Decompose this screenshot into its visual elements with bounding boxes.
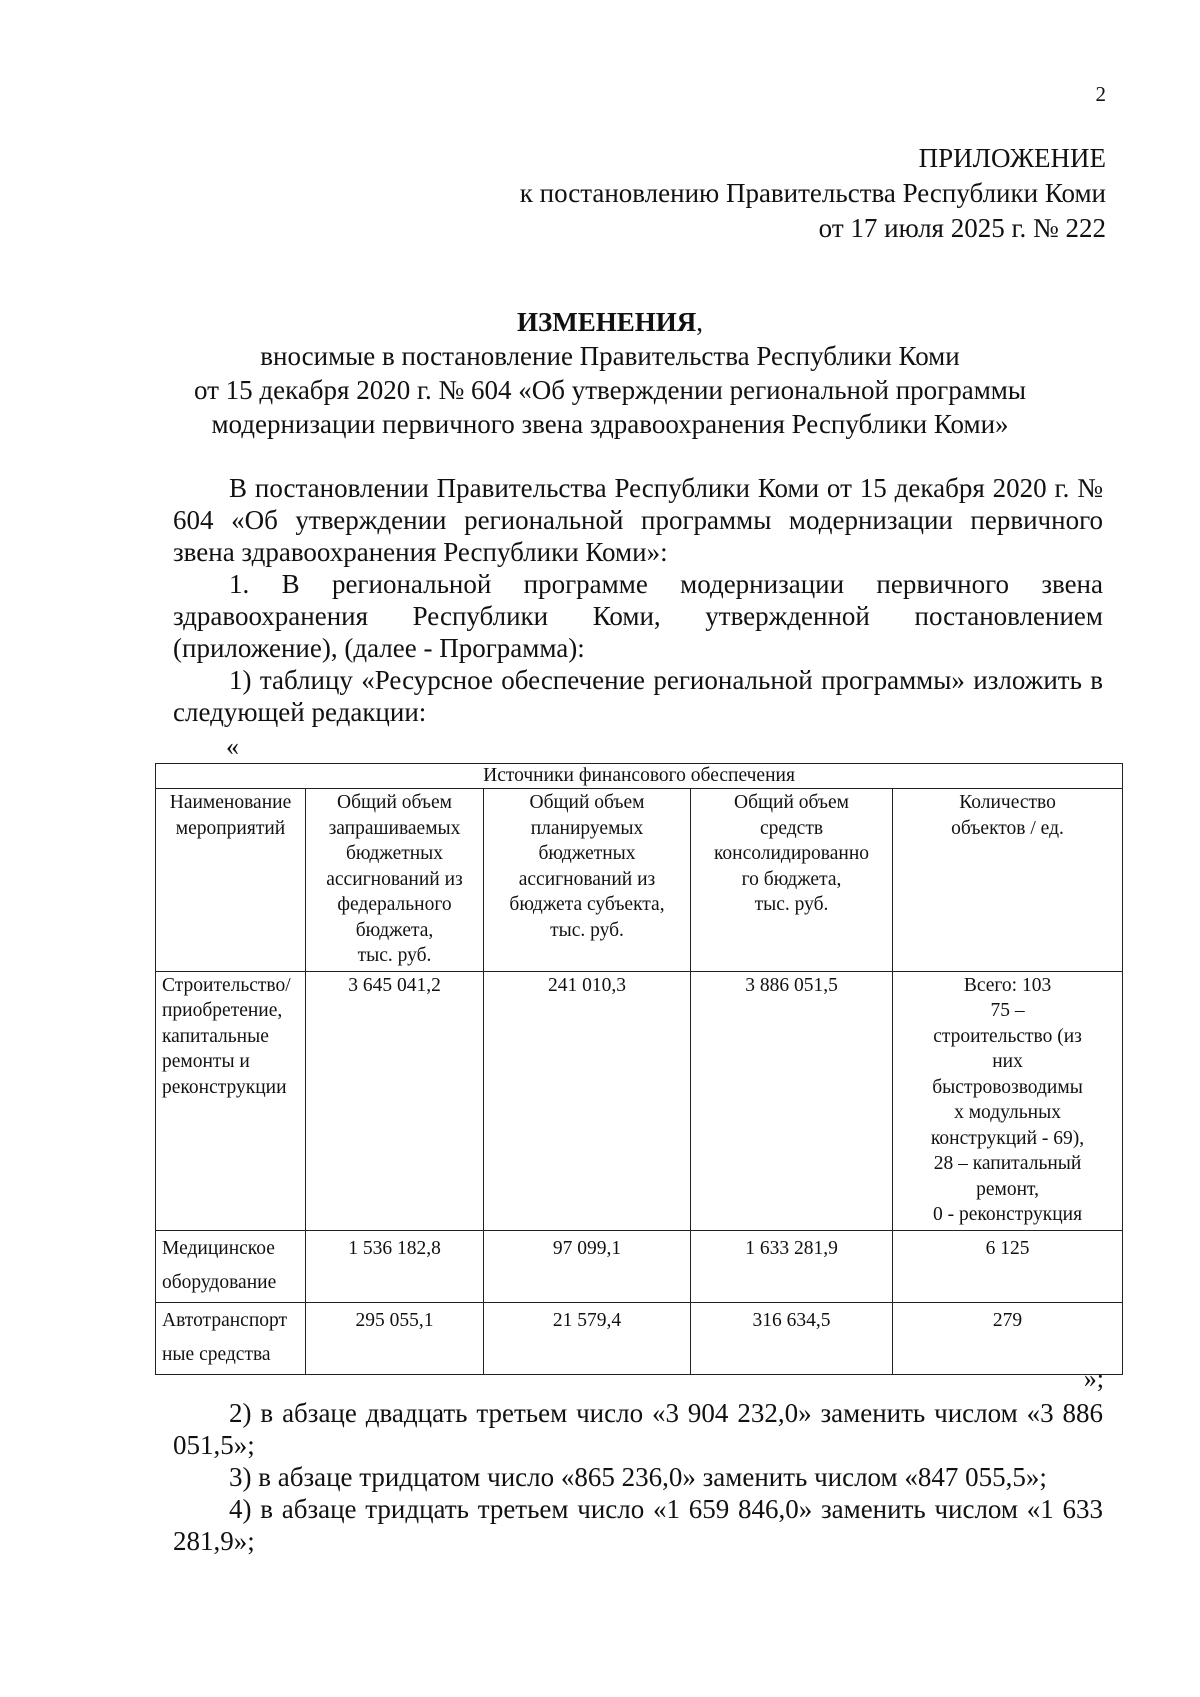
resources-table — [155, 763, 1123, 1375]
table-close-quote: »; — [1083, 1364, 1104, 1393]
document-heading — [160, 305, 1060, 441]
row-3-name: Автотранспорт ные средства — [156, 1302, 306, 1374]
item-3-paragraph: 3) в абзаце тридцатом число «865 236,0» заменить числом «847 055,5»; — [229, 1462, 1047, 1492]
annex-block — [466, 141, 1106, 246]
table-row — [156, 1302, 1123, 1374]
item-2-paragraph: 2) в абзаце двадцать третьем число «3 904 232,0» заменить числом «3 886 051,5»; — [173, 1398, 1103, 1460]
row-3-federal: 295 055,1 — [306, 1302, 484, 1374]
heading-line-3: от 15 декабря 2020 г. № 604 «Об утверждении региональной программы — [193, 375, 1027, 405]
table-header-row — [156, 789, 1123, 972]
intro-paragraph: В постановлении Правительства Республики Коми от 15 декабря 2020 г. № 604 «Об утверждении региональной программы модернизации первичного звена здравоохранения Республики Коми»: — [173, 473, 1103, 567]
body-paragraphs-top — [173, 472, 1103, 728]
row-3-consolidated: 316 634,5 — [691, 1302, 893, 1374]
annex-reference: к постановлению Правительства Республики Коми — [519, 178, 1106, 208]
annex-date: от 17 июля 2025 г. № 222 — [818, 213, 1106, 243]
header-name: Наименование мероприятий — [156, 789, 306, 972]
annex-label: ПРИЛОЖЕНИЕ — [918, 143, 1106, 173]
heading-title-suffix: , — [696, 307, 703, 337]
row-1-federal: 3 645 041,2 — [306, 971, 484, 1230]
table-group-header: Источники финансового обеспечения — [156, 764, 1123, 789]
item-1-1-paragraph: 1) таблицу «Ресурсное обеспечение региональной программы» изложить в следующей редакции: — [173, 665, 1103, 727]
heading-line-2: вносимые в постановление Правительства Республики Коми — [260, 341, 960, 371]
item-4-paragraph: 4) в абзаце тридцать третьем число «1 659 846,0» заменить числом «1 633 281,9»; — [173, 1494, 1103, 1556]
body-paragraphs-bottom — [173, 1397, 1103, 1557]
row-2-regional: 97 099,1 — [484, 1230, 691, 1302]
page-number: 2 — [1095, 82, 1106, 106]
table-row — [156, 1230, 1123, 1302]
row-2-consolidated: 1 633 281,9 — [691, 1230, 893, 1302]
heading-line-4: модернизации первичного звена здравоохранения Республики Коми» — [211, 409, 1009, 439]
row-1-consolidated: 3 886 051,5 — [691, 971, 893, 1230]
row-2-name: Медицинское оборудование — [156, 1230, 306, 1302]
row-3-count: 279 — [893, 1302, 1123, 1374]
row-2-count: 6 125 — [893, 1230, 1123, 1302]
row-1-name: Строительство/ приобретение, капитальные ремонты и реконструкции — [156, 971, 306, 1230]
header-federal: Общий объем запрашиваемых бюджетных ассигнований из федерального бюджета, тыс. руб. — [306, 789, 484, 972]
item-1-paragraph: 1. В региональной программе модернизации первичного звена здравоохранения Республики Коми, утвержденной постановлением (приложение), (далее - Программа): — [173, 569, 1103, 663]
row-1-regional: 241 010,3 — [484, 971, 691, 1230]
table-row — [156, 971, 1123, 1230]
row-1-count: Всего: 103 75 – строительство (из них быстровозводимы х модульных конструкций - 69), 28 – капитальный ремонт, 0 - реконструкция — [893, 971, 1123, 1230]
heading-title: ИЗМЕНЕНИЯ — [516, 307, 697, 337]
header-regional: Общий объем планируемых бюджетных ассигнований из бюджета субъекта, тыс. руб. — [484, 789, 691, 972]
header-consolidated: Общий объем средств консолидированно го бюджета, тыс. руб. — [691, 789, 893, 972]
table-open-quote: « — [226, 732, 239, 761]
row-3-regional: 21 579,4 — [484, 1302, 691, 1374]
row-2-federal: 1 536 182,8 — [306, 1230, 484, 1302]
header-count: Количество объектов / ед. — [893, 789, 1123, 972]
